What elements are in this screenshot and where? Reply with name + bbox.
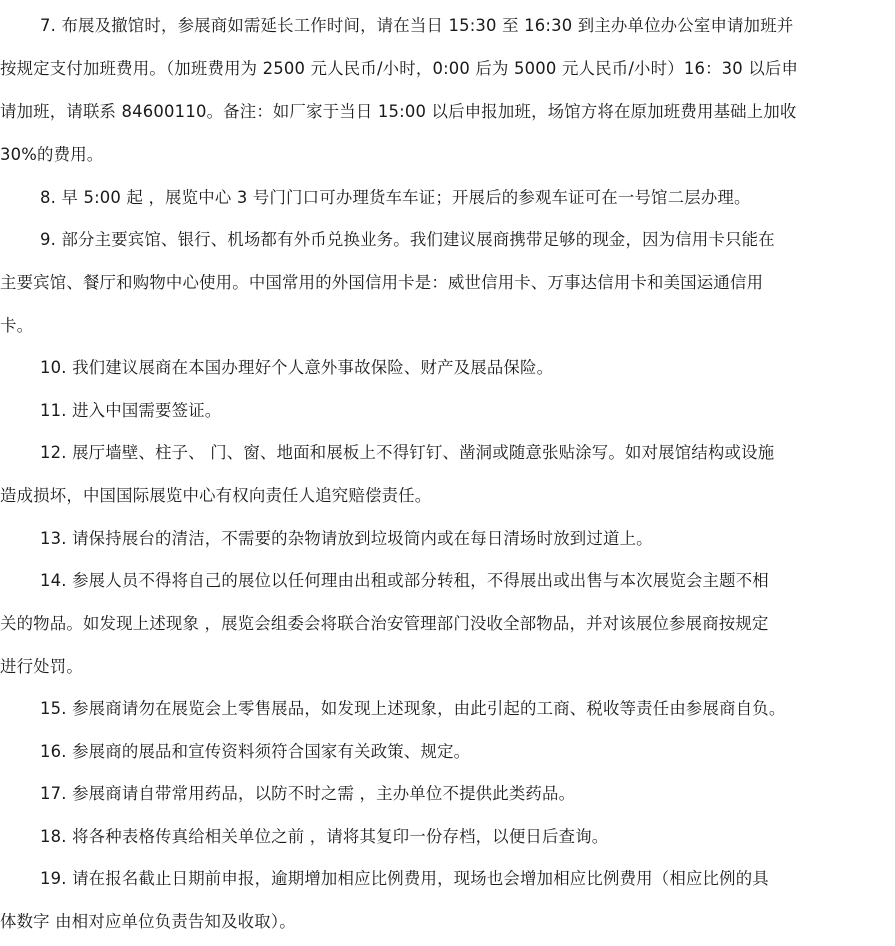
item-14-line-1: 14. 参展人员不得将自己的展位以任何理由出租或部分转租，不得展出或出售与本次展览会主题不相 xyxy=(40,571,769,590)
item-7-line-1: 7. 布展及撤馆时，参展商如需延长工作时间，请在当日 15:30 至 16:30 到主办单位办公室申请加班并 xyxy=(40,16,794,35)
item-16-line-1: 16. 参展商的展品和宣传资料须符合国家有关政策、规定。 xyxy=(40,742,471,761)
item-12-line-1: 12. 展厅墙壁、柱子、 门、窗、地面和展板上不得钉钉、凿洞或随意张贴涂写。如对展馆结构或设施 xyxy=(40,443,775,462)
item-18-line-1: 18. 将各种表格传真给相关单位之前 ，请将其复印一份存档，以便日后查询。 xyxy=(40,827,609,846)
item-11-line-1: 11. 进入中国需要签证。 xyxy=(40,401,222,420)
item-10-line-1: 10. 我们建议展商在本国办理好个人意外事故保险、财产及展品保险。 xyxy=(40,358,554,377)
item-8-line-1: 8. 早 5:00 起 ，展览中心 3 号门门口可办理货车车证；开展后的参观车证可在一号馆二层办理。 xyxy=(40,188,751,207)
item-9-line-3: 卡。 xyxy=(0,316,34,335)
item-14-line-2: 关的物品。如发现上述现象 ，展览会组委会将联合治安管理部门没收全部物品，并对该展位参展商按规定 xyxy=(0,614,769,633)
item-7-line-3: 请加班，请联系 84600110。备注：如厂家于当日 15:00 以后申报加班，场馆方将在原加班费用基础上加收 xyxy=(0,102,797,121)
item-19-line-1: 19. 请在报名截止日期前申报，逾期增加相应比例费用，现场也会增加相应比例费用（相应比例的具 xyxy=(40,869,769,888)
item-9-line-2: 主要宾馆、餐厅和购物中心使用。中国常用的外国信用卡是：威世信用卡、万事达信用卡和美国运通信用 xyxy=(0,273,764,292)
item-12-line-2: 造成损坏，中国国际展览中心有权向责任人追究赔偿责任。 xyxy=(0,486,432,505)
item-15-line-1: 15. 参展商请勿在展览会上零售展品，如发现上述现象，由此引起的工商、税收等责任由参展商自负。 xyxy=(40,699,786,718)
item-19-line-2: 体数字 由相对应单位负责告知及收取）。 xyxy=(0,912,296,931)
item-7-line-2: 按规定支付加班费用。（加班费用为 2500 元人民币/小时，0:00 后为 5000 元人民币/小时）16：30 以后申 xyxy=(0,59,799,78)
item-13-line-1: 13. 请保持展台的清洁，不需要的杂物请放到垃圾筒内或在每日清场时放到过道上。 xyxy=(40,529,653,548)
item-9-line-1: 9. 部分主要宾馆、银行、机场都有外币兑换业务。我们建议展商携带足够的现金，因为信用卡只能在 xyxy=(40,230,775,249)
item-7-line-4: 30%的费用。 xyxy=(0,145,104,164)
item-14-line-3: 进行处罚。 xyxy=(0,657,83,676)
item-17-line-1: 17. 参展商请自带常用药品，以防不时之需 ，主办单位不提供此类药品。 xyxy=(40,784,576,803)
